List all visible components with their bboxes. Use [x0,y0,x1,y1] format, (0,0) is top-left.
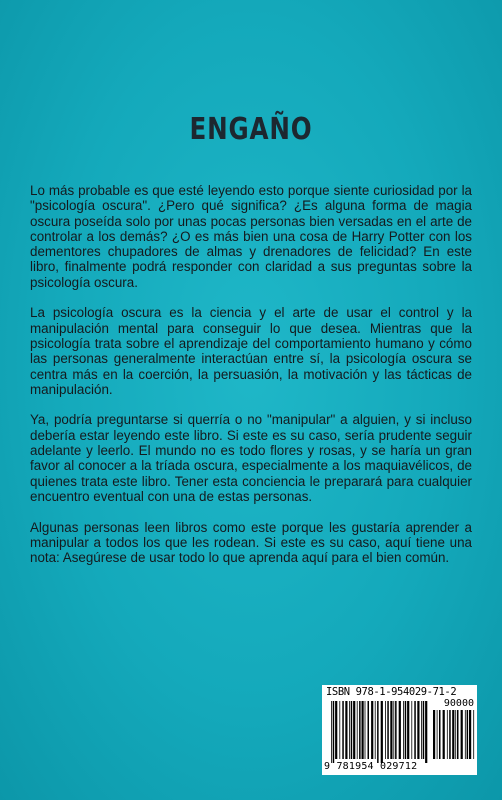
barcode-bar [362,701,364,759]
barcode-bar [345,701,347,759]
barcode-bar [385,701,386,759]
blurb-paragraph-3: Ya, podría preguntarse si querría o no "manipular" a alguien, y si incluso debería estar leyendo este libro. Si este es su caso, sería prudente seguir adelante y leerlo. El mundo no es todo flores y rosas, y se haría un gran favor al conocer a la tríada oscura, especialmente a los maquiavélicos, de quienes trata este libro. Tener esta conciencia le preparará para cualquier encuentro eventual con una de estas personas. [30,412,472,504]
barcode-bar [331,701,332,763]
barcode-bar [375,701,376,759]
barcode-bar [377,701,379,763]
barcode-bar [461,710,463,759]
barcode-bar [390,701,392,759]
barcode-bar [449,710,451,759]
blurb-paragraph-4: Algunas personas leen libros como este porque les gustaría aprender a manipular a todos los que les rodean. Si este es su caso, aquí tiene una nota: Asegúrese de usar todo lo que aprenda aquí para el bien común. [30,519,472,566]
barcode-bar [333,701,335,763]
blurb-paragraph-2: La psicología oscura es la ciencia y el arte de usar el control y la manipulación mental para conseguir lo que desea. Mientras que la psicología trata sobre el aprendizaje del comportamiento humano y cómo las personas generalmente interactúan entre sí, la psicología oscura se centra más en la coerción, la persuasión, la motivación y las tácticas de manipulación. [30,305,472,397]
barcode-digits: 9 781954 029712 [324,761,418,772]
barcode-bar [405,701,407,759]
barcode-bar [439,710,441,759]
blurb-paragraph-1: Lo más probable es que esté leyendo esto porque siente curiosidad por la "psicología oscura". ¿Pero qué significa? ¿Es alguna forma de magia oscura poseída solo por unas pocas personas bien versadas en el arte de controlar a los demás? ¿O es más bien una cosa de Harry Potter con los dementores chupadores de almas y drenadores de felicidad? En este libro, finalmente podrá responder con claridad a sus preguntas sobre la psicología oscura. [30,183,472,290]
barcode-bar [411,701,412,759]
barcode-bar [421,701,422,759]
barcode-bar [359,701,361,759]
barcode-bar [457,710,459,759]
barcode-bar [443,710,445,759]
barcode-bar [417,701,419,759]
barcode-bar [342,701,344,759]
barcode-bar [395,701,397,759]
barcode-bar [353,701,355,759]
isbn-barcode [322,685,477,775]
barcode-bar [381,701,383,763]
barcode-bar [357,701,358,759]
price-code: 90000 [443,698,474,709]
barcode-bar [473,710,474,759]
barcode-bar [399,701,401,759]
barcode-bar [339,701,340,759]
barcode-bar [447,710,448,759]
barcode-bar [403,701,404,759]
barcode-bar [423,701,425,759]
barcode-bar [351,701,353,759]
barcode-bar [452,710,454,759]
barcode-bar [365,701,366,759]
isbn-label: ISBN 978-1-954029-71-2 [326,686,457,698]
barcode-bar [465,710,466,759]
barcode-bar [437,710,438,759]
barcode-bar [407,701,409,759]
barcode-bar [455,710,456,759]
barcode-bar [349,701,350,759]
barcode-bar [335,701,337,759]
barcode-bar [414,701,416,759]
barcode-bar [469,710,471,759]
barcode-bar [371,701,373,759]
barcode-bar [393,701,394,759]
book-title: ENGAÑO [189,112,313,147]
barcode-bar [368,701,370,759]
barcode-bar [467,710,469,759]
blurb-text [30,183,472,581]
barcode-bar [387,701,389,759]
barcode-bar [425,701,427,763]
barcode-bar [433,710,435,759]
